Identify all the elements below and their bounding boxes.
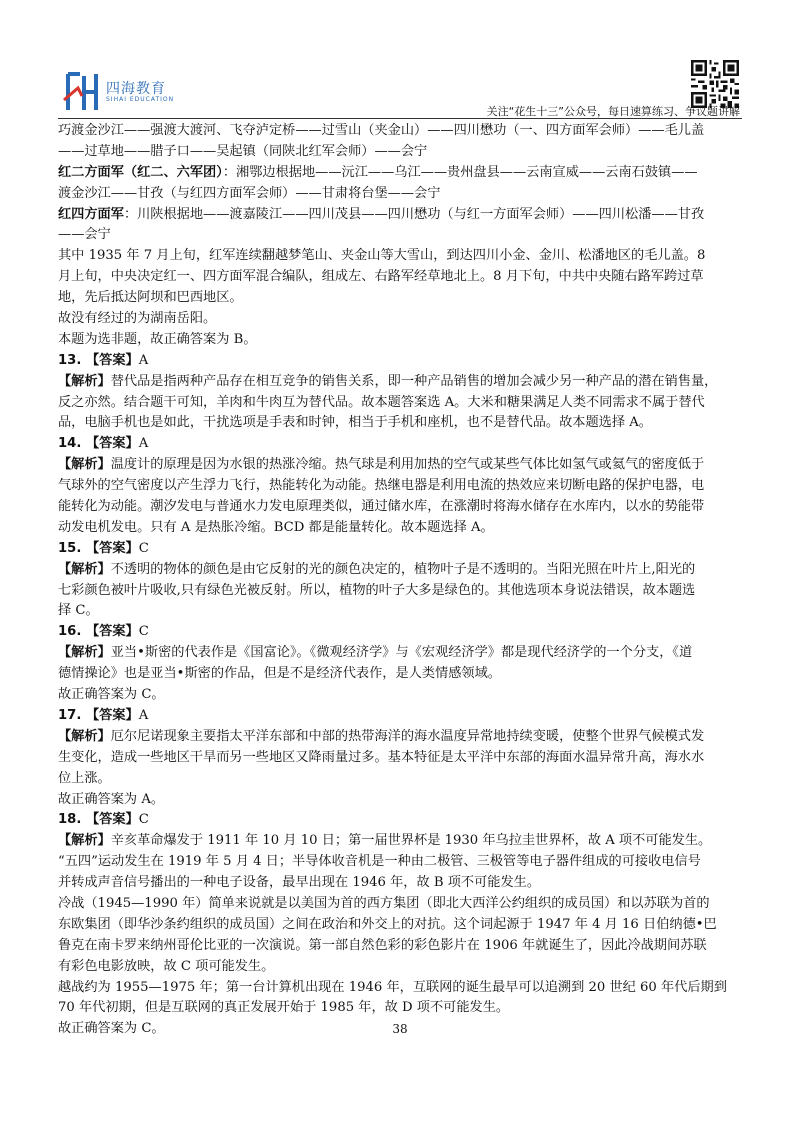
line-text: 位上涨。 — [58, 770, 111, 786]
text-line — [58, 246, 744, 267]
line-text: ：川陕根据地——渡嘉陵江——四川茂县——四川懋功（与红一方面军会师）——四川松潘——甘孜 — [123, 206, 705, 222]
line-text: 冷战（1945—1990 年）简单来说就是以美国为首的西方集团（即北大西洋公约组织的成员国）和以苏联为首的 — [58, 895, 710, 911]
bold-label: 红四方面军 — [58, 206, 124, 222]
document-body — [58, 121, 744, 1040]
text-line — [58, 413, 744, 434]
line-text: 并转成声音信号播出的一种电子设备，最早出现在 1946 年，故 B 项不可能发生。 — [58, 875, 541, 891]
bold-label: 13. 【答案】 — [58, 352, 139, 368]
line-text: C — [138, 540, 149, 556]
line-text: 鲁克在南卡罗来纳州哥伦比亚的一次演说。第一部自然色彩的彩色影片在 1906 年就诞生了，因此冷战期间苏联 — [58, 937, 707, 953]
line-text: 故没有经过的为湖南岳阳。 — [58, 311, 217, 327]
line-text: 品，电脑手机也是如此，干扰选项是手表和时钟，相当于手机和座机，也不是替代品。故本题选择 A。 — [58, 415, 652, 431]
line-text: 辛亥革命爆发于 1911 年 10 月 10 日；第一届世界杯是 1930 年乌拉圭世界杯，故 A 项不可能发生。 — [110, 833, 712, 849]
text-line — [58, 163, 744, 184]
bold-label: 【解析】 — [58, 645, 111, 661]
text-line — [58, 622, 744, 643]
line-text: 德情操论》也是亚当•斯密的作品，但是不是经济代表作，是人类情感领域。 — [58, 666, 501, 682]
line-text: 温度计的原理是因为水银的热涨冷缩。热气球是利用加热的空气或某些气体比如氢气或氦气的密度低于 — [110, 457, 705, 473]
text-line — [58, 455, 744, 476]
bold-label: 【解析】 — [58, 833, 111, 849]
line-text: 渡金沙江——甘孜（与红四方面军会师）——甘肃将台堡——会宁 — [58, 185, 441, 201]
bold-label: 红二方面军（红二、六军团） — [58, 164, 223, 180]
text-line — [58, 121, 744, 142]
text-line — [58, 643, 744, 664]
text-line — [58, 685, 744, 706]
line-text: 不透明的物体的颜色是由它反射的光的颜色决定的，植物叶子是不透明的。当阳光照在叶片上,阳光的 — [110, 561, 696, 577]
bold-label: 【解析】 — [58, 457, 111, 473]
line-text: 择 C。 — [58, 603, 99, 619]
text-line — [58, 309, 744, 330]
line-text: 动发电机发电。只有 A 是热胀冷缩。BCD 都是能量转化。故本题选择 A。 — [58, 519, 494, 535]
logo-subtitle: SIHAI EDUCATION — [106, 96, 175, 103]
text-line — [58, 831, 744, 852]
text-line — [58, 267, 744, 288]
line-text: ——会宁 — [58, 227, 111, 243]
line-text: C — [138, 624, 149, 640]
line-text: 气球外的空气密度以产生浮力飞行，热能转化为动能。热继电器是利用电流的热效应来切断电路的保护电器，电 — [58, 478, 705, 494]
text-line — [58, 560, 744, 581]
text-line — [58, 205, 744, 226]
line-text: 有彩色电影放映，故 C 项可能发生。 — [58, 958, 275, 974]
text-line — [58, 330, 744, 351]
text-line — [58, 957, 744, 978]
line-text: A — [138, 352, 149, 368]
header-tagline: 关注“花生十三”公众号，每日速算练习、争议题讲解 — [486, 105, 740, 118]
text-line — [58, 790, 744, 811]
text-line — [58, 601, 744, 622]
line-text: ——过草地——腊子口——吴起镇（同陕北红军会师）——会宁 — [58, 143, 428, 159]
text-line — [58, 434, 744, 455]
line-text: ：湘鄂边根据地——沅江——乌江——贵州盘县——云南宣威——云南石鼓镇—— — [222, 164, 698, 180]
line-text: 其中 1935 年 7 月上旬，红军连续翻越梦笔山、夹金山等大雪山，到达四川小金、金川、松潘地区的毛儿盖。8 — [58, 248, 706, 264]
line-text: 巧渡金沙江——强渡大渡河、飞夺泸定桥——过雪山（夹金山）——四川懋功（一、四方面军会师）——毛儿盖 — [58, 123, 705, 138]
text-line — [58, 915, 744, 936]
line-text: C — [138, 812, 149, 828]
text-line — [58, 873, 744, 894]
text-line — [58, 936, 744, 957]
bold-label: 14. 【答案】 — [58, 436, 139, 452]
bold-label: 18. 【答案】 — [58, 812, 139, 828]
text-line — [58, 581, 744, 602]
bold-label: 17. 【答案】 — [58, 707, 139, 723]
bold-label: 16. 【答案】 — [58, 624, 139, 640]
logo-text: 四海教育 — [106, 81, 166, 97]
text-line — [58, 518, 744, 539]
bold-label: 15. 【答案】 — [58, 540, 139, 556]
text-line — [58, 351, 744, 372]
line-text: 七彩颜色被叶片吸收,只有绿色光被反射。所以，植物的叶子大多是绿色的。其他选项本身说法错误，故本题选 — [58, 582, 696, 598]
text-line — [58, 769, 744, 790]
line-text: 70 年代初期，但是互联网的真正发展开始于 1985 年，故 D 项不可能发生。 — [58, 1000, 510, 1016]
logo-mark-icon — [62, 70, 102, 114]
bold-label: 【解析】 — [58, 561, 111, 577]
line-text: “五四”运动发生在 1919 年 5 月 4 日；半导体收音机是一种由二极管、三极管等电子器件组成的可接收电信号 — [58, 854, 701, 870]
text-line — [58, 727, 744, 748]
line-text: 月上旬，中央决定红一、四方面军混合编队，组成左、右路军经草地北上。8 月下旬，中共中央随右路军跨过草 — [58, 269, 704, 285]
text-line — [58, 497, 744, 518]
text-line — [58, 978, 744, 999]
line-text: 厄尔尼诺现象主要指太平洋东部和中部的热带海洋的海水温度异常地持续变暖，使整个世界气候模式发 — [110, 728, 705, 744]
text-line — [58, 748, 744, 769]
qr-code-icon — [691, 60, 739, 108]
bold-label: 【解析】 — [58, 373, 111, 389]
text-line — [58, 894, 744, 915]
page-number: 38 — [392, 1022, 408, 1036]
text-line — [58, 476, 744, 497]
logo — [62, 70, 182, 116]
bold-label: 【解析】 — [58, 728, 111, 744]
text-line — [58, 393, 744, 414]
line-text: 东欧集团（即华沙条约组织的成员国）之间在政治和外交上的对抗。这个词起源于 1947 年 4 月 16 日伯纳德•巴 — [58, 916, 717, 932]
line-text: 越战约为 1955—1975 年；第一台计算机出现在 1946 年，互联网的诞生最早可以追溯到 20 世纪 60 年代后期到 — [58, 979, 727, 995]
text-line — [58, 539, 744, 560]
text-line — [58, 225, 744, 246]
line-text: 生变化，造成一些地区干旱而另一些地区又降雨量过多。基本特征是太平洋中东部的海面水温异常升高，海水水 — [58, 749, 705, 765]
line-text: 地，先后抵达阿坝和巴西地区。 — [58, 290, 243, 306]
text-line — [58, 852, 744, 873]
line-text: 能转化为动能。潮汐发电与普通水力发电原理类似，通过储水库，在涨潮时将海水储存在水库内，以水的势能带 — [58, 499, 705, 515]
header-divider — [58, 118, 742, 119]
line-text: 替代品是指两种产品存在相互竞争的销售关系，即一种产品销售的增加会减少另一种产品的潜在销售量， — [110, 373, 718, 389]
text-line — [58, 706, 744, 727]
line-text: 反之亦然。结合题干可知，羊肉和牛肉互为替代品。故本题答案选 A。大米和糖果满足人类不同需求不属于替代 — [58, 394, 705, 410]
line-text: 本题为选非题，故正确答案为 B。 — [58, 331, 257, 347]
text-line — [58, 664, 744, 685]
line-text: 故正确答案为 C。 — [58, 687, 165, 703]
line-text: 亚当•斯密的代表作是《国富论》。《微观经济学》与《宏观经济学》都是现代经济学的一个分支，《道 — [110, 645, 693, 661]
text-line — [58, 998, 744, 1019]
text-line — [58, 372, 744, 393]
line-text: A — [138, 436, 149, 452]
text-line — [58, 288, 744, 309]
page-header — [0, 0, 800, 118]
text-line — [58, 810, 744, 831]
line-text: 故正确答案为 A。 — [58, 791, 165, 807]
line-text: 故正确答案为 C。 — [58, 1021, 165, 1037]
text-line — [58, 184, 744, 205]
line-text: A — [138, 707, 149, 723]
text-line — [58, 142, 744, 163]
